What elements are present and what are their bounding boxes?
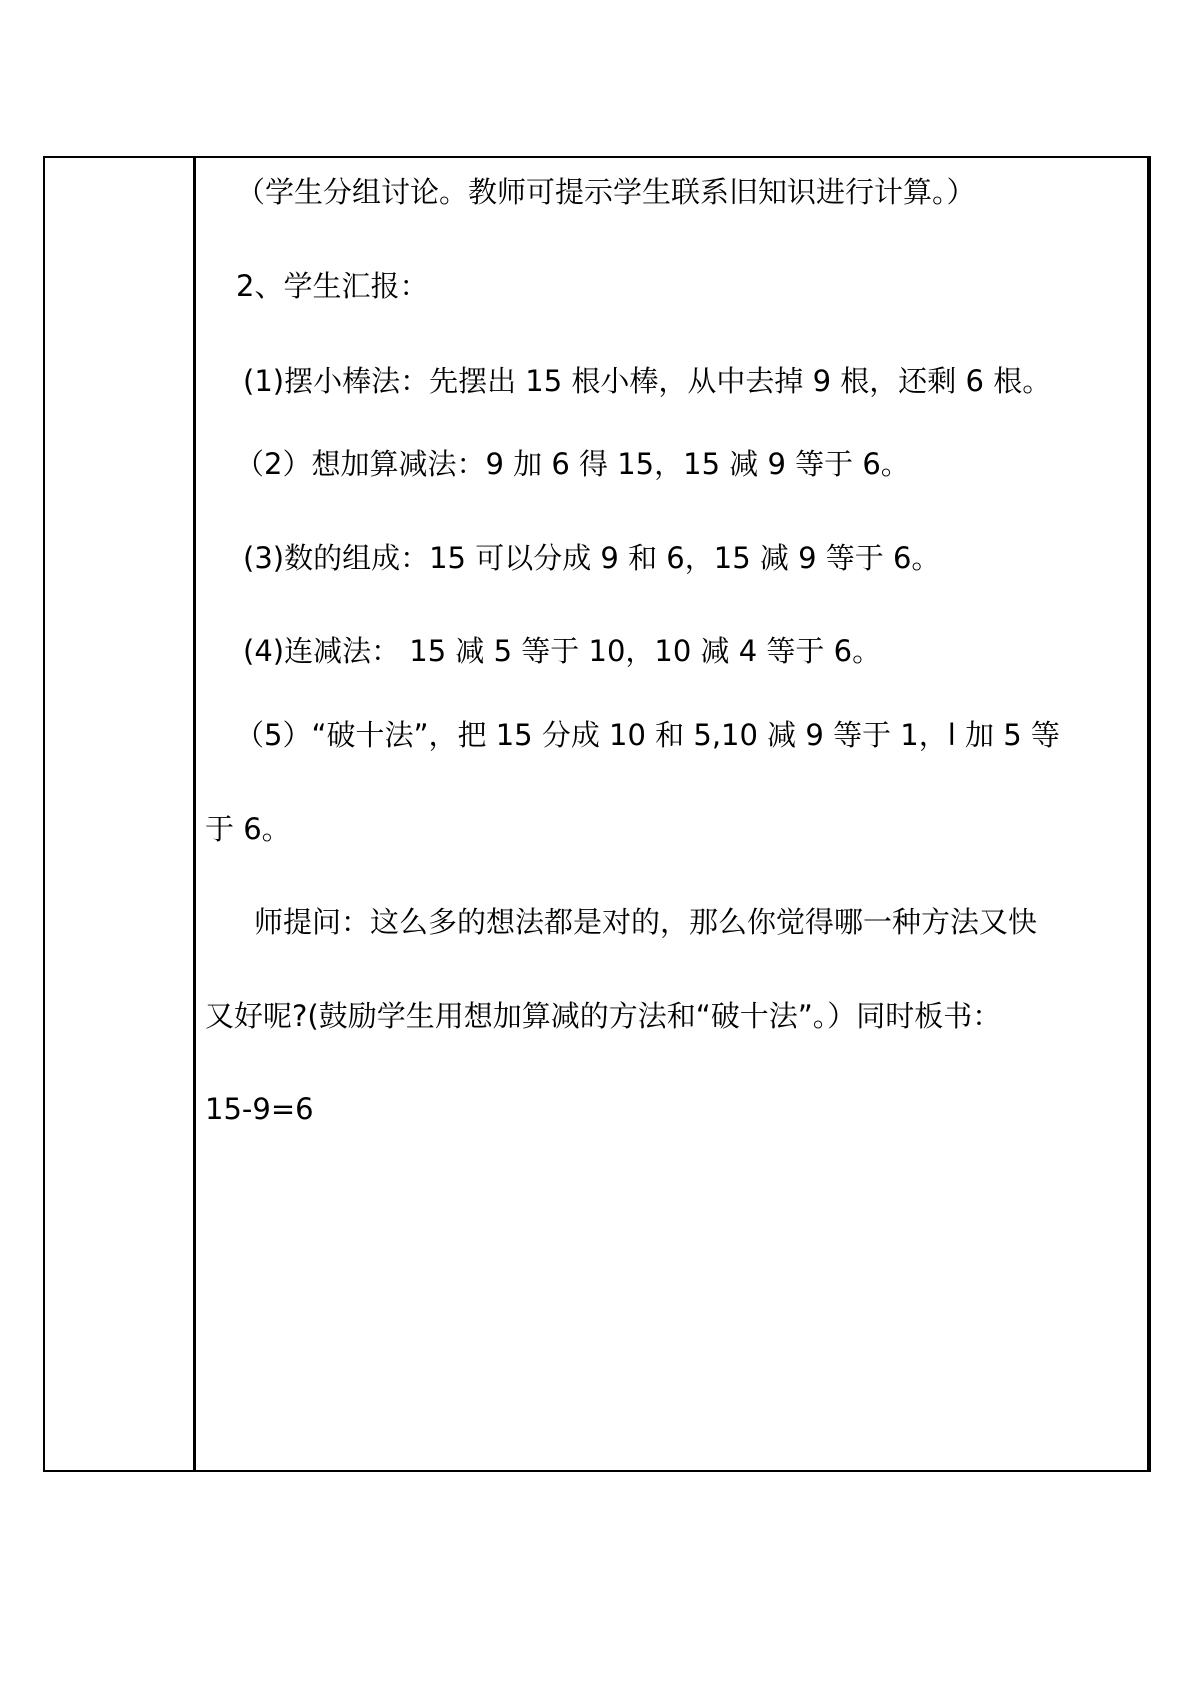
teacher-question-continuation: 又好呢?(鼓励学生用想加算减的方法和“破十法”。）同时板书：	[205, 999, 1002, 1033]
method-5-continuation: 于 6。	[205, 812, 291, 846]
column-divider	[193, 158, 196, 1470]
method-2-add-to-subtract: （2）想加算减法：9 加 6 得 15，15 减 9 等于 6。	[235, 447, 910, 481]
method-1-sticks: (1)摆小棒法：先摆出 15 根小棒，从中去掉 9 根，还剩 6 根。	[243, 364, 1052, 398]
group-discussion-note: （学生分组讨论。教师可提示学生联系旧知识进行计算。）	[236, 175, 976, 209]
blackboard-equation: 15-9=6	[205, 1092, 314, 1126]
teacher-question: 师提问：这么多的想法都是对的，那么你觉得哪一种方法又快	[254, 905, 1038, 939]
method-4-successive-subtraction: (4)连减法： 15 减 5 等于 10，10 减 4 等于 6。	[243, 634, 882, 668]
method-5-break-ten: （5）“破十法”，把 15 分成 10 和 5,10 减 9 等于 1，l 加 5 等	[235, 718, 1060, 752]
student-report-heading: 2、学生汇报：	[236, 269, 429, 303]
table-right-border	[1147, 158, 1149, 1470]
method-3-number-composition: (3)数的组成：15 可以分成 9 和 6，15 减 9 等于 6。	[243, 541, 941, 575]
